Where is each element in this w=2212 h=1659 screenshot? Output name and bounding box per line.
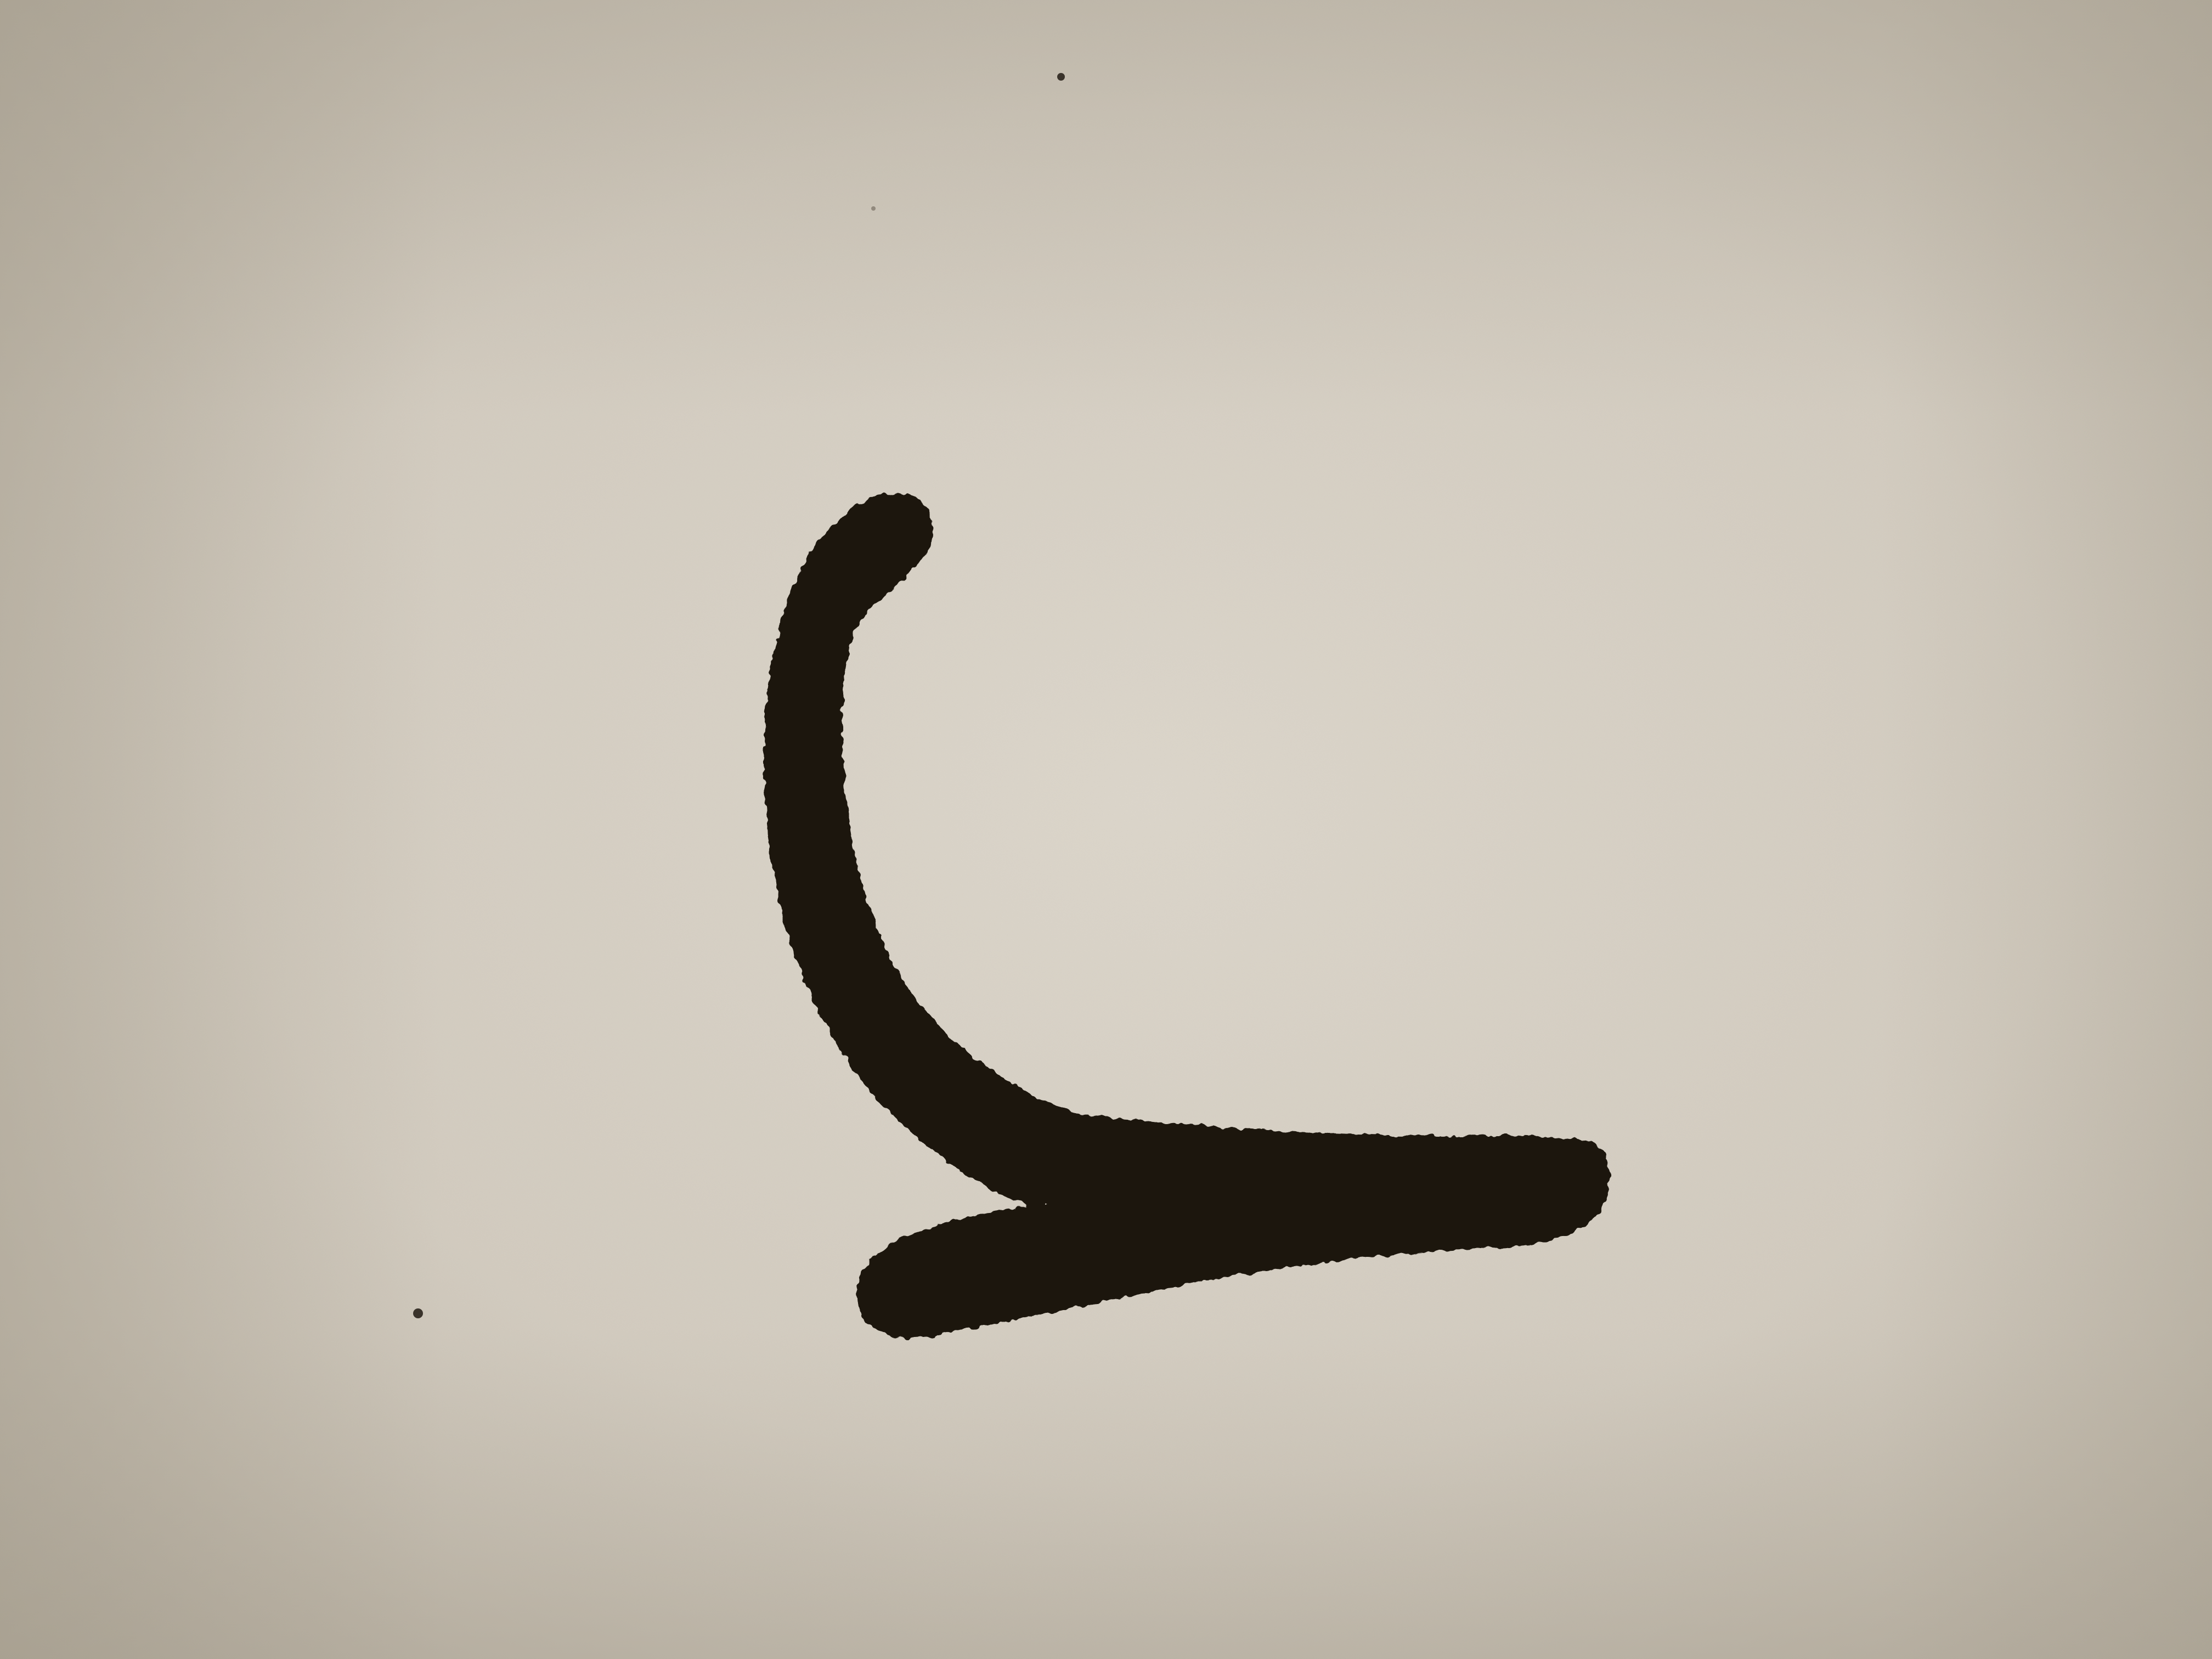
paper-speck <box>871 206 876 211</box>
paper-speck <box>1057 73 1065 81</box>
paper-speck <box>413 1308 423 1318</box>
